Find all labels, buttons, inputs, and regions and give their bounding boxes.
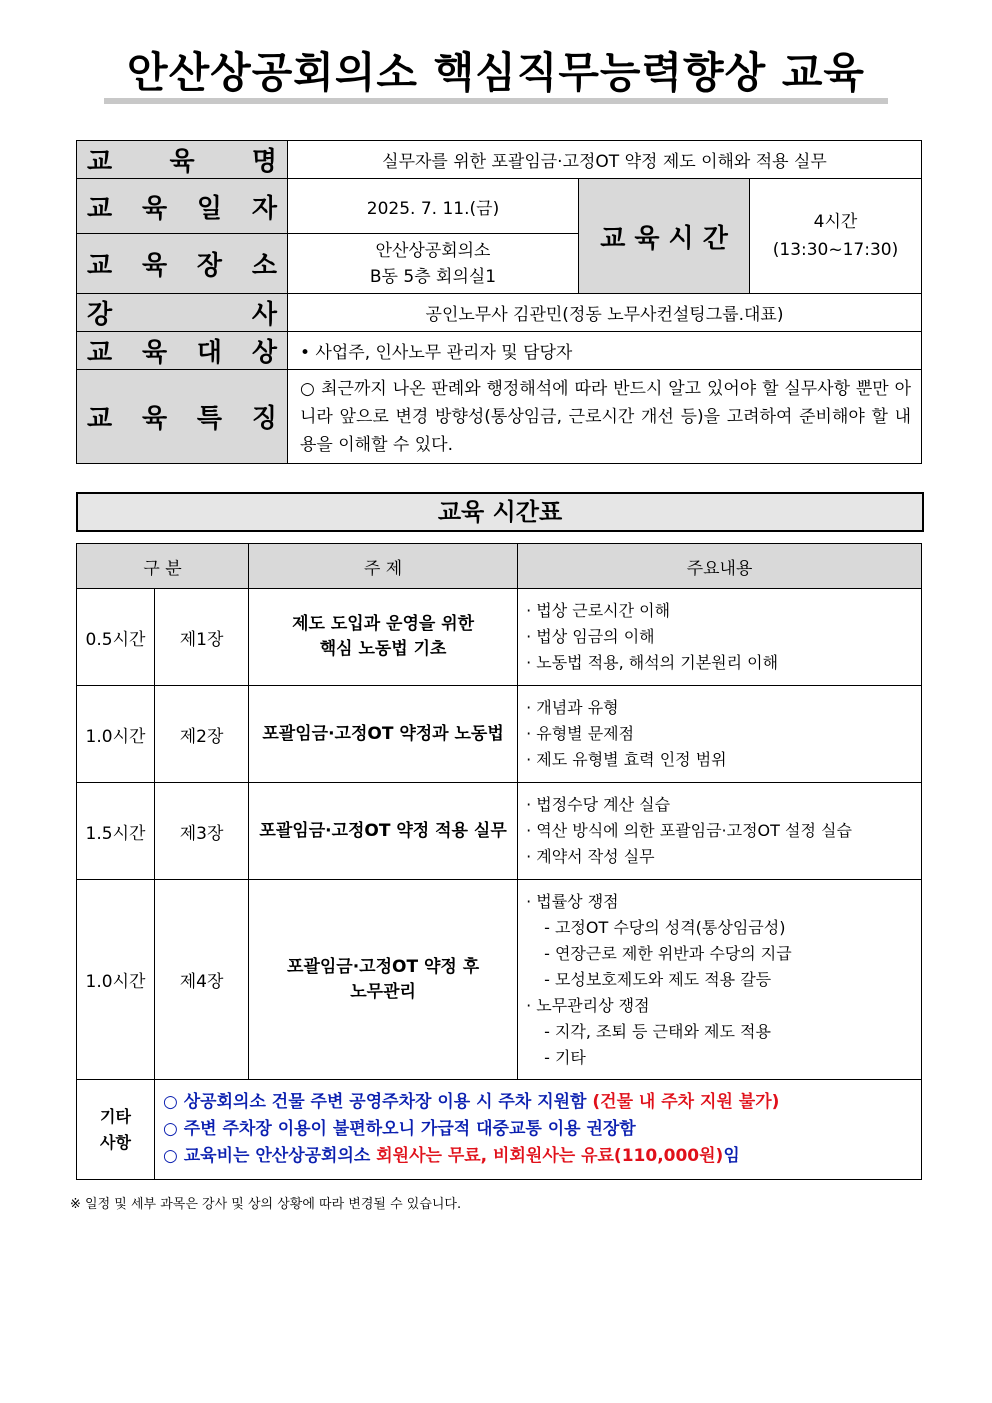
etc-note-1: ○ 상공회의소 건물 주변 공영주차장 이용 시 주차 지원함 (건물 내 주차 지원 불가)	[163, 1092, 780, 1112]
duration: 1.0시간	[77, 686, 155, 783]
list-item: - 연장근로 제한 위반과 수당의 지급	[544, 943, 792, 963]
etc-row	[77, 1080, 922, 1180]
hours: 4시간	[813, 212, 858, 232]
list-item: · 법상 근로시간 이해	[526, 601, 671, 620]
instructor: 공인노무사 김관민(정동 노무사컨설팅그룹.대표)	[288, 294, 922, 332]
topic: 포괄임금·고정OT 약정 적용 실무	[249, 783, 518, 880]
etc-note-3: ○ 교육비는 안산상공회의소 회원사는 무료, 비회원사는 유료(110,000원)임	[163, 1146, 740, 1166]
header-content: 주요내용	[518, 544, 922, 589]
schedule-table	[76, 543, 922, 1180]
list-item: · 계약서 작성 실무	[526, 847, 655, 866]
place-line-1: 안산상공회의소	[375, 240, 491, 261]
list-item: · 노무관리상 쟁점	[526, 995, 650, 1015]
list-item: · 법상 임금의 이해	[526, 627, 655, 646]
duration: 1.0시간	[77, 880, 155, 1080]
topic: 제도 도입과 운영을 위한 핵심 노동법 기초	[249, 589, 518, 686]
date-label: 교 육 일 자	[77, 179, 288, 234]
content	[518, 783, 922, 880]
table-row	[77, 783, 922, 880]
content	[518, 880, 922, 1080]
list-item: - 고정OT 수당의 성격(통상임금성)	[544, 917, 786, 937]
content	[518, 589, 922, 686]
list-item: · 유형별 문제점	[526, 724, 635, 743]
content	[518, 686, 922, 783]
topic: 포괄임금·고정OT 약정 후 노무관리	[249, 880, 518, 1080]
table-row	[77, 589, 922, 686]
table-row	[77, 880, 922, 1080]
chapter: 제1장	[155, 589, 249, 686]
place-label: 교 육 장 소	[77, 234, 288, 294]
course-info-table	[76, 140, 922, 464]
header-topic: 주 제	[249, 544, 518, 589]
footnote: ※ 일정 및 세부 과목은 강사 및 상의 상황에 따라 변경될 수 있습니다.	[70, 1197, 462, 1212]
duration: 1.5시간	[77, 783, 155, 880]
course-date: 2025. 7. 11.(금)	[288, 179, 579, 234]
table-row	[77, 686, 922, 783]
etc-notes	[155, 1080, 922, 1180]
time-range: (13:30~17:30)	[772, 240, 899, 260]
features: ○ 최근까지 나온 판례와 행정해석에 따라 반드시 알고 있어야 할 실무사항 뿐만 아니라 앞으로 변경 방향성(통상임금, 근로시간 개선 등)을 고려하여 준비해야 할 내용을 이해할 수 있다.	[288, 370, 922, 464]
title-underline	[104, 98, 888, 104]
chapter: 제2장	[155, 686, 249, 783]
list-item: - 모성보호제도와 제도 적용 갈등	[544, 969, 772, 989]
etc-note-2: ○ 주변 주차장 이용이 불편하오니 가급적 대중교통 이용 권장함	[163, 1119, 636, 1139]
course-name-label: 교 육 명	[77, 141, 288, 179]
list-item: · 개념과 유형	[526, 698, 619, 717]
list-item: · 역산 방식에 의한 포괄임금·고정OT 설정 실습	[526, 821, 852, 840]
instructor-label: 강 사	[77, 294, 288, 332]
target: • 사업주, 인사노무 관리자 및 담당자	[288, 332, 922, 370]
list-item: · 법률상 쟁점	[526, 891, 619, 911]
course-place	[288, 234, 579, 294]
list-item: - 지각, 조퇴 등 근태와 제도 적용	[544, 1021, 771, 1041]
page-title: 안산상공회의소 핵심직무능력향상 교육	[127, 48, 865, 97]
list-item: · 노동법 적용, 해석의 기본원리 이해	[526, 653, 779, 672]
list-item: · 제도 유형별 효력 인정 범위	[526, 750, 727, 769]
place-line-2: B동 5층 회의실1	[369, 266, 497, 287]
course-name: 실무자를 위한 포괄임금·고정OT 약정 제도 이해와 적용 실무	[288, 141, 922, 179]
features-label: 교 육 특 징	[77, 370, 288, 464]
time-label: 교 육 시 간	[579, 179, 750, 294]
topic: 포괄임금·고정OT 약정과 노동법	[249, 686, 518, 783]
etc-label: 기타 사항	[77, 1080, 155, 1180]
course-time	[750, 179, 922, 294]
chapter: 제4장	[155, 880, 249, 1080]
chapter: 제3장	[155, 783, 249, 880]
list-item: · 법정수당 계산 실습	[526, 795, 671, 814]
target-label: 교 육 대 상	[77, 332, 288, 370]
schedule-title: 교육 시간표	[76, 492, 924, 532]
duration: 0.5시간	[77, 589, 155, 686]
list-item: - 기타	[544, 1047, 586, 1067]
header-category: 구 분	[77, 544, 249, 589]
